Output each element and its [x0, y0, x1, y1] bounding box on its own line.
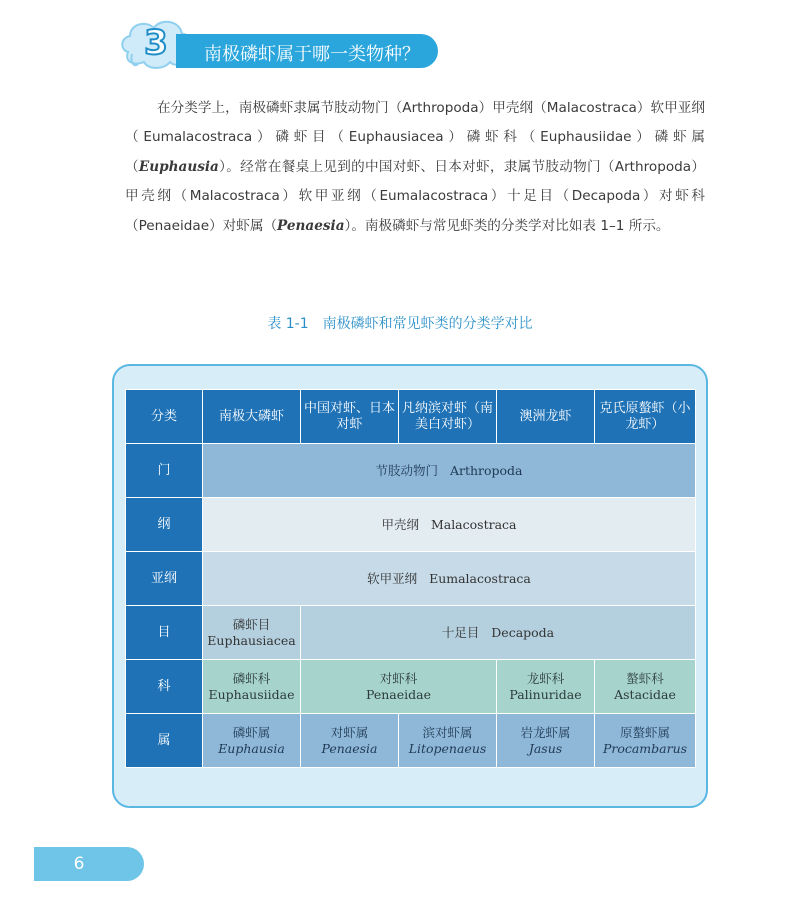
header-cell: 克氏原螯虾（小龙虾） [595, 390, 696, 444]
row-label-genus: 属 [126, 714, 203, 768]
subclass-cell [203, 552, 696, 606]
row-label-class: 纲 [126, 498, 203, 552]
subclass-zh: 软甲亚纲 [367, 570, 418, 586]
family-lobster-cell [497, 660, 595, 714]
class-cell [203, 498, 696, 552]
genus-zh: 原螯虾属 [619, 724, 670, 740]
family-crayfish-lat: Astacidae [614, 686, 676, 702]
table-row-class [126, 498, 696, 552]
paragraph-sentence-3: ）。南极磷虾与常见虾类的分类学对比如表 1–1 所示。 [344, 217, 670, 234]
table-row-order [126, 606, 696, 660]
order-krill-zh: 磷虾目 [232, 616, 271, 632]
genus-penaesia: Penaesia [277, 217, 345, 234]
genus-zh: 对虾属 [330, 724, 369, 740]
family-penaeid-zh: 对虾科 [379, 670, 418, 686]
class-zh: 甲壳纲 [381, 516, 420, 532]
phylum-cell [203, 444, 696, 498]
taxonomy-table [125, 389, 696, 768]
class-lat: Malacostraca [430, 516, 517, 532]
genus-lat: Jasus [528, 740, 563, 756]
phylum-lat: Arthropoda [449, 462, 523, 478]
table-header-row [126, 390, 696, 444]
row-label-order: 目 [126, 606, 203, 660]
row-label-family: 科 [126, 660, 203, 714]
table-row-genus [126, 714, 696, 768]
body-paragraph [125, 94, 705, 241]
order-others-cell [301, 606, 696, 660]
header-cell: 澳洲龙虾 [497, 390, 595, 444]
family-krill-lat: Euphausiidae [208, 686, 295, 702]
section-title: 南极磷虾属于哪一类物种？ [204, 44, 420, 65]
genus-zh: 岩龙虾属 [520, 724, 571, 740]
family-krill-cell [203, 660, 301, 714]
genus-zh: 磷虾属 [232, 724, 271, 740]
family-lobster-zh: 龙虾科 [526, 670, 565, 686]
section-number: 3 [144, 23, 168, 63]
genus-lat: Penaesia [321, 740, 378, 756]
family-penaeid-lat: Penaeidae [366, 686, 431, 702]
header-cell: 分类 [126, 390, 203, 444]
family-crayfish-zh: 螯虾科 [626, 670, 664, 686]
row-label-subclass: 亚纲 [126, 552, 203, 606]
header-cell: 南极大磷虾 [203, 390, 301, 444]
header-cell: 凡纳滨对虾（南美白对虾） [399, 390, 497, 444]
family-penaeid-cell [301, 660, 497, 714]
phylum-zh: 节肢动物门 [375, 462, 439, 478]
genus-cell [595, 714, 696, 768]
subclass-lat: Eumalacostraca [429, 570, 531, 586]
table-row-subclass [126, 552, 696, 606]
genus-cell [203, 714, 301, 768]
genus-cell [301, 714, 399, 768]
table-caption: 表 1-1 南极磷虾和常见虾类的分类学对比 [267, 316, 533, 332]
family-krill-zh: 磷虾科 [232, 670, 271, 686]
family-lobster-lat: Palinuridae [509, 686, 582, 702]
table-row-phylum [126, 444, 696, 498]
order-krill-lat: Euphausiacea [207, 632, 296, 648]
family-crayfish-cell [595, 660, 696, 714]
genus-lat: Euphausia [218, 740, 285, 756]
genus-cell [399, 714, 497, 768]
page-number: 6 [73, 854, 85, 874]
order-others-lat: Decapoda [491, 624, 555, 640]
genus-zh: 滨对虾属 [422, 724, 473, 740]
genus-lat: Procambarus [602, 740, 688, 756]
genus-euphausia: Euphausia [138, 158, 219, 175]
row-label-phylum: 门 [126, 444, 203, 498]
section-header [118, 14, 428, 76]
paragraph-sentence-2: ）。经常在餐桌上见到的中国对虾、日本对虾，隶属节肢动物门（Arthropoda）甲壳纲（Malacostraca）软甲亚纲（Eumalacostraca）十足目（Decapoda）对虾科（Penaeidae）对虾属（ [125, 158, 706, 234]
paragraph-sentence-1: 在分类学上，南极磷虾隶属节肢动物门（Arthropoda）甲壳纲（Malacostraca）软甲亚纲（Eumalacostraca）磷虾目（Euphausiacea）磷虾科（Euphausiidae）磷虾属（ [125, 100, 705, 175]
genus-lat: Litopenaeus [408, 740, 487, 756]
genus-cell [497, 714, 595, 768]
table-row-family [126, 660, 696, 714]
order-others-zh: 十足目 [441, 624, 480, 640]
order-krill-cell [203, 606, 301, 660]
header-cell: 中国对虾、日本对虾 [301, 390, 399, 444]
